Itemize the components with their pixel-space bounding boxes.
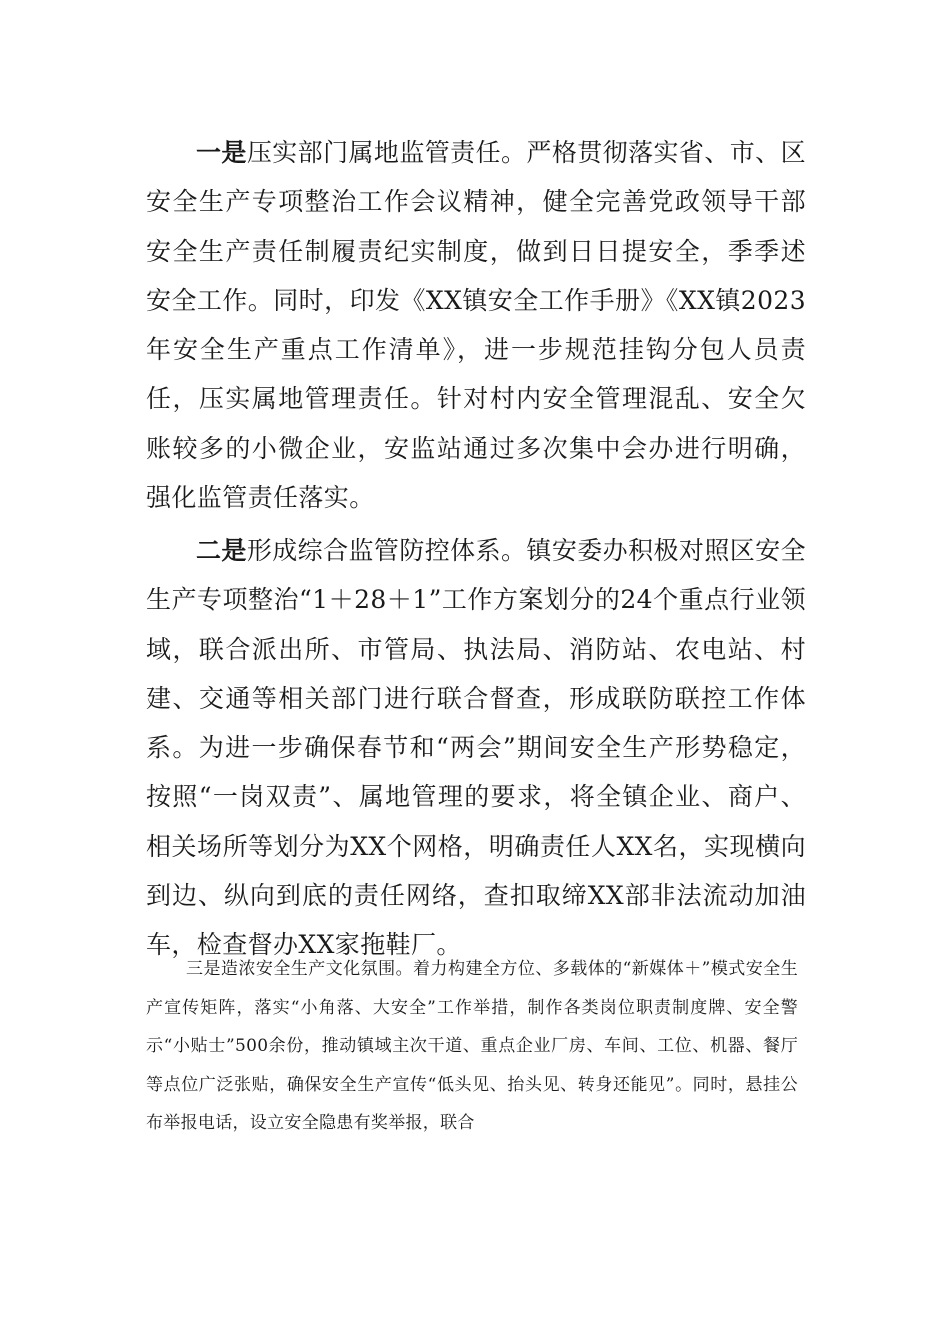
- paragraph-three-text: 三是造浓安全生产文化氛围。着力构建全方位、多载体的“新媒体＋”模式安全生产宣传矩阵，落实“小角落、大安全”工作举措，制作各类岗位职责制度牌、安全警示“小贴士”500余份，推动镇域主次干道、重点企业厂房、车间、工位、机器、餐厅等点位广泛张贴，确保安全生产宣传“低头见、抬头见、转身还能见”。同时，悬挂公布举报电话，设立安全隐患有奖举报，联合: [146, 959, 798, 1134]
- paragraph-one-lead: 一是: [196, 138, 247, 167]
- paragraph-two-text: 形成综合监管防控体系。镇安委办积极对照区安全生产专项整治“1＋28＋1”工作方案划分的24个重点行业领域，联合派出所、市管局、执法局、消防站、农电站、村建、交通等相关部门进行联合督查，形成联防联控工作体系。为进一步确保春节和“两会”期间安全生产形势稳定，按照“一岗双责”、属地管理的要求，将全镇企业、商户、相关场所等划分为XX个网格，明确责任人XX名，实现横向到边、纵向到底的责任网络，查扣取缔XX部非法流动加油车，检查督办XX家拖鞋厂。: [146, 536, 806, 960]
- paragraph-one: [146, 128, 806, 522]
- paragraph-one-text: 压实部门属地监管责任。严格贯彻落实省、市、区安全生产专项整治工作会议精神，健全完善党政领导干部安全生产责任制履责纪实制度，做到日日提安全，季季述安全工作。同时，印发《XX镇安全工作手册》《XX镇2023年安全生产重点工作清单》，进一步规范挂钩分包人员责任，压实属地管理责任。针对村内安全管理混乱、安全欠账较多的小微企业，安监站通过多次集中会办进行明确，强化监管责任落实。: [146, 138, 806, 513]
- paragraph-three: [146, 950, 798, 1143]
- paragraph-two: [146, 526, 806, 970]
- paragraph-two-lead: 二是: [196, 536, 247, 565]
